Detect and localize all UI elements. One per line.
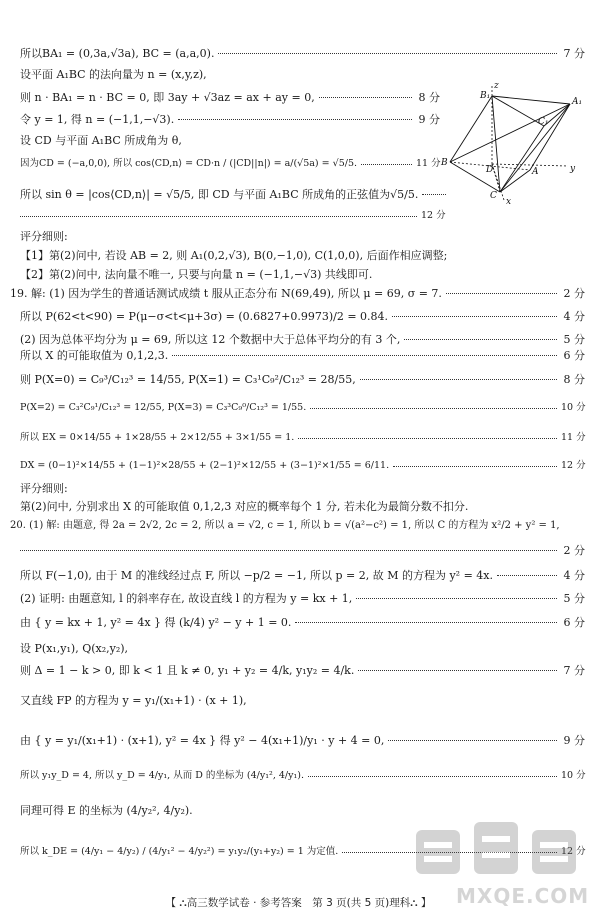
label-b: B <box>441 158 448 168</box>
line-29: 又直线 FP 的方程为 y = y₁/(x₁+1) · (x + 1), <box>20 693 247 707</box>
line-30: 由 { y = y₁/(x₁+1) · (x+1), y² = 4x } 得 y² − 4(x₁+1)/y₁ · y + 4 = 0, 9 分 <box>20 733 585 747</box>
line-06: 因为CD = (−a,0,0), 所以 cos⟨CD,n⟩ = CD·n / (|CD||n|) = a/(√5a) = √5/5. 11 分 <box>20 158 441 170</box>
line-20: 评分细则: <box>20 481 68 495</box>
label-x: x <box>506 197 512 207</box>
label-c: C <box>490 191 497 201</box>
line-27: 设 P(x₁,y₁), Q(x₂,y₂), <box>20 641 129 655</box>
prism-figure <box>440 82 590 207</box>
line-28: 则 Δ = 1 − k > 0, 即 k < 1 且 k ≠ 0, y₁ + y₂ = 4/k, y₁y₂ = 4/k. 7 分 <box>20 663 585 677</box>
line-16: 则 P(X=0) = C₉³/C₁₂³ = 14/55, P(X=1) = C₃¹C₉²/C₁₂³ = 28/55, 8 分 <box>20 372 585 386</box>
line-17: P(X=2) = C₃²C₉¹/C₁₂³ = 12/55, P(X=3) = C₃³C₉⁰/C₁₂³ = 1/55. 10 分 <box>20 402 586 414</box>
line-24: 所以 F(−1,0), 由于 M 的准线经过点 F, 所以 −p/2 = −1, 所以 p = 2, 故 M 的方程为 y² = 4x. 4 分 <box>20 568 585 582</box>
label-d: D <box>486 165 494 175</box>
line-25: (2) 证明: 由题意知, l 的斜率存在, 故设直线 l 的方程为 y = kx + 1, 5 分 <box>20 591 585 605</box>
line-18: 所以 EX = 0×14/55 + 1×28/55 + 2×12/55 + 3×1/55 = 1. 11 分 <box>20 432 586 444</box>
line-07: 所以 sin θ = |cos⟨CD,n⟩| = √5/5, 即 CD 与平面 A₁BC 所成角的正弦值为√5/5. <box>20 184 450 204</box>
line-03: 则 n · BA₁ = n · BC = 0, 即 3ay + √3az = ax + ay = 0, 8 分 <box>20 90 440 104</box>
axis-y <box>492 164 568 166</box>
line-14: (2) 因为总体平均分为 μ = 69, 所以这 12 个数据中大于总体平均分的有 3 个, 5 分 <box>20 332 585 346</box>
line-19: DX = (0−1)²×14/55 + (1−1)²×28/55 + (2−1)²×12/55 + (3−1)²×1/55 = 6/11. 12 分 <box>20 460 586 472</box>
label-c1: C₁ <box>538 117 549 127</box>
line-11: 【2】第(2)问中, 法向量不唯一, 只要与向量 n = (−1,1,−√3) 共线即可. <box>20 267 373 281</box>
label-y: y <box>570 164 576 174</box>
line-02: 设平面 A₁BC 的法向量为 n = (x,y,z), <box>20 67 207 81</box>
edge-c-a1 <box>500 104 570 192</box>
line-12: 19. 解: (1) 因为学生的普通话测试成绩 t 服从正态分布 N(69,49), 所以 μ = 69, σ = 7. 2 分 <box>10 286 585 300</box>
line-26: 由 { y = kx + 1, y² = 4x } 得 (k/4) y² − y + 1 = 0. 6 分 <box>20 615 585 629</box>
line-22: 20. (1) 解: 由题意, 得 2a = 2√2, 2c = 2, 所以 a = √2, c = 1, 所以 b = √(a²−c²) = 1, 所以 C 的方程为 x²/2 + y² = 1, <box>10 520 560 531</box>
line-01: 所以BA₁ = (0,3a,√3a), BC = (a,a,0). 7 分 <box>20 46 585 60</box>
line-31: 所以 y₁y_D = 4, 所以 y_D = 4/y₁, 从而 D 的坐标为 (4/y₁², 4/y₁). 10 分 <box>20 770 586 782</box>
line-33: 所以 k_DE = (4/y₁ − 4/y₂) / (4/y₁² − 4/y₂²) = y₁y₂/(y₁+y₂) = 1 为定值. 12 分 <box>20 846 586 858</box>
page-footer: 【 ⛬高三数学试卷 · 参考答案 第 3 页(共 5 页)理科⛬ 】 <box>165 897 432 909</box>
label-z: z <box>494 82 499 91</box>
line-09: 评分细则: <box>20 229 68 243</box>
line-13: 所以 P(62<t<90) = P(μ−σ<t<μ+3σ) = (0.6827+0.9973)/2 = 0.84. 4 分 <box>20 309 585 323</box>
edge-c-b1 <box>492 96 500 192</box>
line-15: 所以 X 的可能取值为 0,1,2,3. 6 分 <box>20 348 585 362</box>
line-08: 12 分 <box>20 206 445 226</box>
line-21: 第(2)问中, 分别求出 X 的可能取值 0,1,2,3 对应的概率每个 1 分, 若未化为最简分数不扣分. <box>20 499 469 513</box>
label-a: A <box>532 167 539 177</box>
line-32: 同理可得 E 的坐标为 (4/y₂², 4/y₂). <box>20 803 193 817</box>
line-04: 令 y = 1, 得 n = (−1,1,−√3). 9 分 <box>20 112 440 126</box>
edge-c-c1 <box>500 126 544 192</box>
line-23: 2 分 <box>20 540 585 560</box>
watermark-text: MXQE.COM <box>456 884 590 908</box>
label-b1: B₁ <box>480 91 491 101</box>
line-05: 设 CD 与平面 A₁BC 所成角为 θ, <box>20 133 182 147</box>
line-10: 【1】第(2)问中, 若设 AB = 2, 则 A₁(0,2,√3), B(0,−1,0), C(1,0,0), 后面作相应调整; <box>20 248 448 262</box>
label-a1: A₁ <box>572 97 583 107</box>
